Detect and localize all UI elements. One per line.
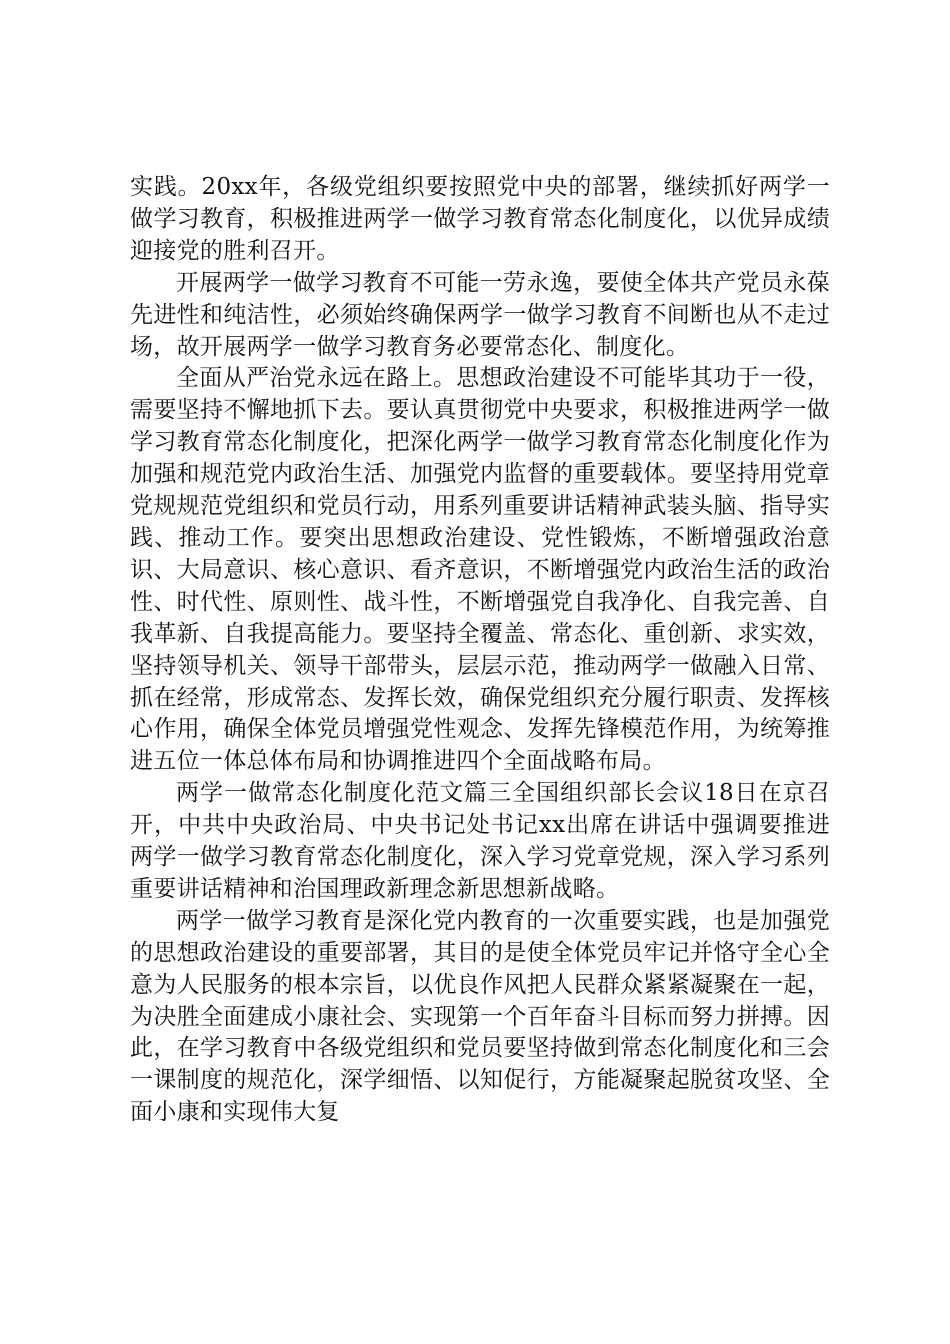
paragraph-3: 全面从严治党永远在路上。思想政治建设不可能毕其功于一役，需要坚持不懈地抓下去。要认真贯彻党中央要求，积极推进两学一做学习教育常态化制度化，把深化两学一做学习教育常态化制度化作为加强和规范党内政治生活、加强党内监督的重要载体。要坚持用党章党规规范党组织和党员行动，用系列重要讲话精神武装头脑、指导实践、推动工作。要突出思想政治建设、党性锻炼，不断增强政治意识、大局意识、核心意识、看齐意识，不断增强党内政治生活的政治性、时代性、原则性、战斗性，不断增强党自我净化、自我完善、自我革新、自我提高能力。要坚持全覆盖、常态化、重创新、求实效，坚持领导机关、领导干部带头，层层示范，推动两学一做融入日常、抓在经常，形成常态、发挥长效，确保党组织充分履行职责、发挥核心作用，确保全体党员增强党性观念、发挥先锋模范作用，为统筹推进五位一体总体布局和协调推进四个全面战略布局。 [130,365,830,775]
paragraph-5: 两学一做学习教育是深化党内教育的一次重要实践，也是加强党的思想政治建设的重要部署，其目的是使全体党员牢记并恪守全心全意为人民服务的根本宗旨，以优良作风把人民群众紧紧凝聚在一起，为决胜全面建成小康社会、实现第一个百年奋斗目标而努力拼搏。因此，在学习教育中各级党组织和党员要坚持做到常态化制度化和三会一课制度的规范化，深学细悟、以知促行，方能凝聚起脱贫攻坚、全面小康和实现伟大复 [130,907,830,1126]
paragraph-2: 开展两学一做学习教育不可能一劳永逸，要使全体共产党员永葆先进性和纯洁性，必须始终确保两学一做学习教育不间断也从不走过场，故开展两学一做学习教育务必要常态化、制度化。 [130,269,830,360]
document-body [130,172,830,1129]
paragraph-1: 实践。20xx年，各级党组织要按照党中央的部署，继续抓好两学一做学习教育，积极推进两学一做学习教育常态化制度化，以优异成绩迎接党的胜利召开。 [130,174,830,264]
paragraph-4: 两学一做常态化制度化范文篇三全国组织部长会议18日在京召开，中共中央政治局、中央书记处书记xx出席在讲话中强调要推进两学一做学习教育常态化制度化，深入学习党章党规，深入学习系列重要讲话精神和治国理政新理念新思想新战略。 [130,780,830,902]
